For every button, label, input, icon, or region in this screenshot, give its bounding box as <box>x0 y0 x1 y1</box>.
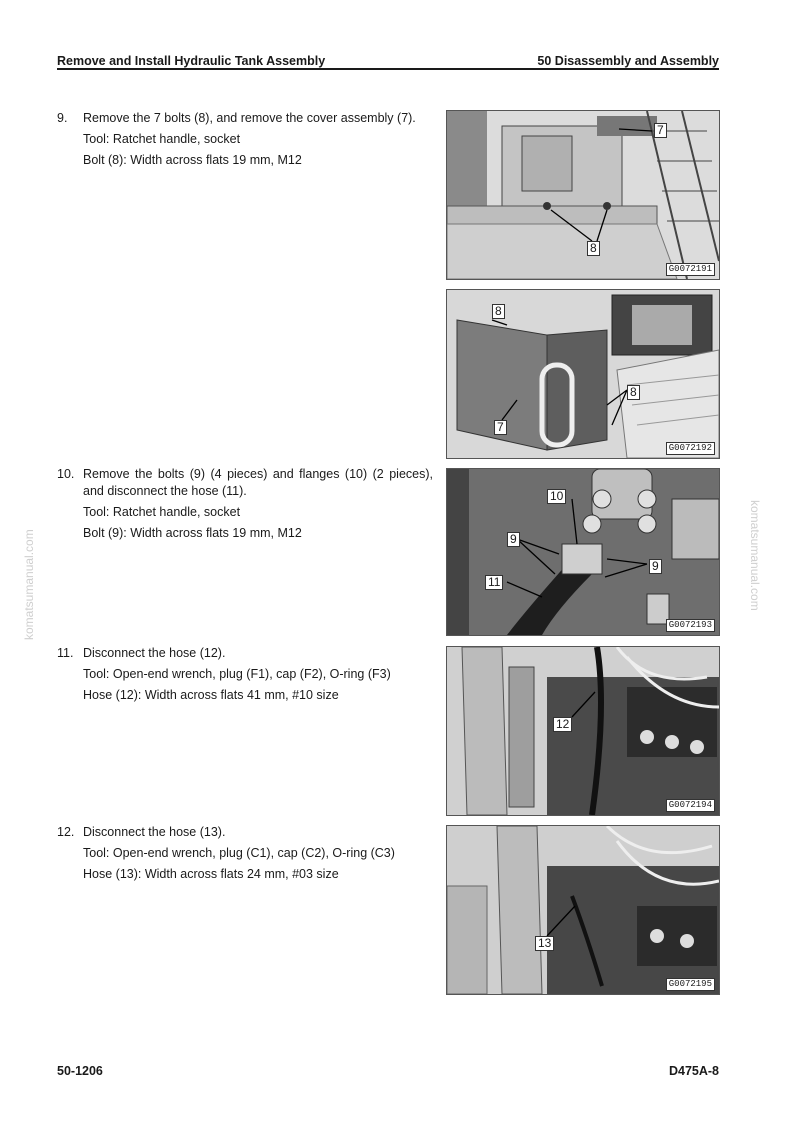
callout-10: 10 <box>547 489 566 504</box>
figure-cover-bolts <box>446 110 720 280</box>
step-number: 11. <box>57 646 74 660</box>
step-number: 9. <box>57 111 68 125</box>
page-footer <box>57 1064 719 1078</box>
figure-code: G0072194 <box>666 799 715 812</box>
header-chapter-title: 50 Disassembly and Assembly <box>537 54 719 68</box>
page-header <box>57 48 719 68</box>
callout-7: 7 <box>654 123 667 138</box>
step-tool: Tool: Ratchet handle, socket <box>83 505 241 519</box>
figure-code: G0072193 <box>666 619 715 632</box>
figure-illustration <box>447 647 719 815</box>
callout-9: 9 <box>507 532 520 547</box>
figure-illustration <box>447 469 719 635</box>
step-number: 12. <box>57 825 75 839</box>
step-tool: Tool: Open-end wrench, plug (F1), cap (F2), O-ring (F3) <box>83 667 391 681</box>
watermark-right: komatsumanual.com <box>748 500 762 611</box>
step-9 <box>57 110 433 169</box>
step-spec: Bolt (9): Width across flats 19 mm, M12 <box>83 526 302 540</box>
step-10 <box>57 466 433 542</box>
step-11 <box>57 645 433 704</box>
callout-7: 7 <box>494 420 507 435</box>
figure-hose-13 <box>446 825 720 995</box>
page-number: 50-1206 <box>57 1064 103 1078</box>
header-section-title: Remove and Install Hydraulic Tank Assembly <box>57 54 326 68</box>
header-rule <box>57 68 719 70</box>
callout-13: 13 <box>535 936 554 951</box>
callout-9: 9 <box>649 559 662 574</box>
figure-cover-assembly <box>446 289 720 459</box>
callout-8: 8 <box>492 304 505 319</box>
step-12 <box>57 824 433 883</box>
step-instruction: Remove the bolts (9) (4 pieces) and flanges (10) (2 pieces), and disconnect the hose (11). <box>83 467 433 498</box>
callout-8: 8 <box>587 241 600 256</box>
step-spec: Bolt (8): Width across flats 19 mm, M12 <box>83 153 302 167</box>
figure-illustration <box>447 290 719 458</box>
callout-12: 12 <box>553 717 572 732</box>
step-tool: Tool: Open-end wrench, plug (C1), cap (C2), O-ring (C3) <box>83 846 395 860</box>
figure-illustration <box>447 826 719 994</box>
figure-illustration <box>447 111 719 279</box>
figure-code: G0072191 <box>666 263 715 276</box>
figure-hose-flanges <box>446 468 720 636</box>
step-instruction: Disconnect the hose (12). <box>83 646 226 660</box>
step-spec: Hose (12): Width across flats 41 mm, #10 size <box>83 688 339 702</box>
model-code: D475A-8 <box>668 1064 719 1078</box>
watermark-left: komatsumanual.com <box>22 529 36 640</box>
step-instruction: Disconnect the hose (13). <box>83 825 226 839</box>
step-number: 10. <box>57 467 75 481</box>
figure-hose-12 <box>446 646 720 816</box>
callout-11: 11 <box>485 575 503 590</box>
step-instruction: Remove the 7 bolts (8), and remove the cover assembly (7). <box>83 111 416 125</box>
figure-code: G0072192 <box>666 442 715 455</box>
step-spec: Hose (13): Width across flats 24 mm, #03 size <box>83 867 339 881</box>
callout-8: 8 <box>627 385 640 400</box>
figure-code: G0072195 <box>666 978 715 991</box>
step-tool: Tool: Ratchet handle, socket <box>83 132 241 146</box>
